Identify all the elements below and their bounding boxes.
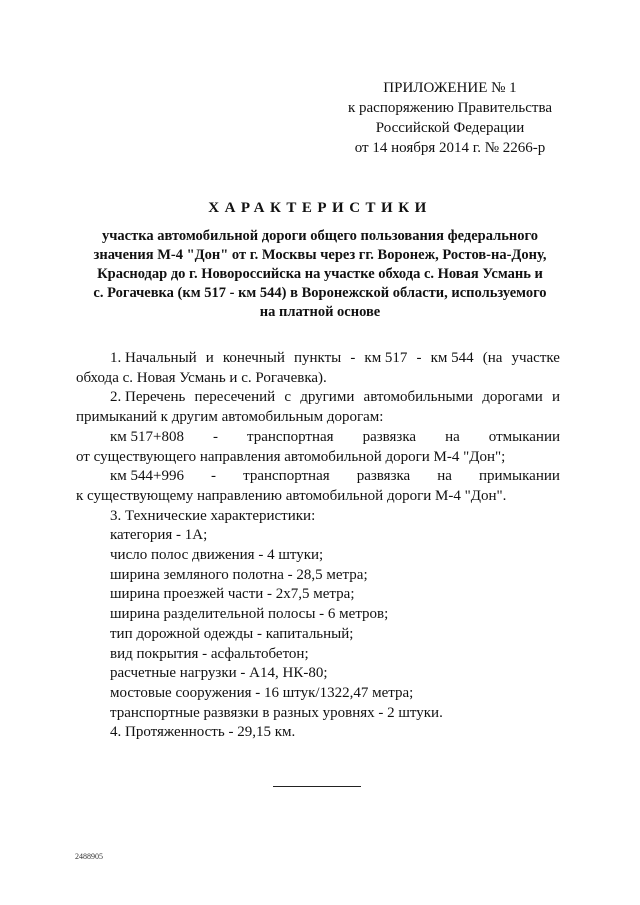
document-subtitle <box>60 227 580 322</box>
document-body <box>76 349 560 743</box>
spec-item: вид покрытия - асфальтобетон; <box>110 645 309 662</box>
word: и <box>205 350 214 366</box>
subtitle-line: с. Рогачевка (км 517 - км 544) в Воронежской области, используемого <box>93 285 547 301</box>
spec-item: ширина земляного полотна - 28,5 метра; <box>110 566 368 583</box>
spec-item: мостовые сооружения - 16 штук/1322,47 метра; <box>110 684 414 701</box>
spec-item: транспортные развязки в разных уровнях - 2 штуки. <box>110 704 443 721</box>
end-separator <box>273 786 361 787</box>
word: развязка <box>356 468 411 485</box>
word: автомобильными <box>363 389 474 406</box>
word: примыкании <box>479 468 560 485</box>
word: (на <box>482 350 503 366</box>
section2-continuation: примыканий к другим автомобильным дорогам: <box>76 409 384 426</box>
word: км 544+996 <box>110 468 184 485</box>
spec-item: расчетные нагрузки - А14, НК-80; <box>110 665 328 682</box>
word: на <box>437 468 452 485</box>
section2-first-line <box>76 388 560 408</box>
intersection-item-1 <box>76 428 560 448</box>
appendix-header <box>330 78 570 158</box>
document-number: 2488905 <box>75 852 103 861</box>
section4-length: 4. Протяженность - 29,15 км. <box>110 724 296 741</box>
word: и <box>551 389 560 406</box>
word: км 517+808 <box>110 428 184 445</box>
appendix-government-line: Российской Федерации <box>375 120 525 136</box>
word: на <box>445 428 460 445</box>
appendix-title: ПРИЛОЖЕНИЕ № 1 <box>383 80 517 96</box>
intersection-item-2-continuation: к существующему направлению автомобильной дороги М-4 "Дон". <box>76 487 507 504</box>
word: км 544 <box>430 350 474 366</box>
word: 1. Начальный <box>110 350 197 366</box>
word: транспортная <box>243 468 330 485</box>
appendix-date-line: от 14 ноября 2014 г. № 2266-р <box>354 140 546 156</box>
spec-item: ширина проезжей части - 2х7,5 метра; <box>110 586 355 603</box>
intersection-item-1-continuation: от существующего направления автомобильной дороги М-4 "Дон"; <box>76 448 506 465</box>
section1-first-line <box>76 349 560 369</box>
subtitle-line: участка автомобильной дороги общего пользования федерального <box>101 228 538 244</box>
subtitle-line: Краснодар до г. Новороссийска на участке обхода с. Новая Усмань и <box>97 266 543 282</box>
spec-item: тип дорожной одежды - капитальный; <box>110 625 354 642</box>
word: конечный <box>222 350 285 366</box>
word: пункты <box>293 350 342 366</box>
intersection-item-2 <box>76 467 560 487</box>
word: другими <box>300 389 355 406</box>
subtitle-line: на платной основе <box>259 304 381 320</box>
spec-item: число полос движения - 4 штуки; <box>110 547 324 564</box>
document-title: ХАРАКТЕРИСТИКИ <box>208 200 432 216</box>
word: - <box>350 350 356 366</box>
subtitle-line: значения М-4 "Дон" от г. Москвы через гг. Воронеж, Ростов-на-Дону, <box>93 247 547 263</box>
spec-item: категория - 1А; <box>110 527 208 544</box>
word: транспортная <box>247 428 334 445</box>
word: пересечений <box>194 389 276 406</box>
word: - <box>211 468 217 485</box>
word: - <box>213 428 218 445</box>
word: дорогами <box>482 389 543 406</box>
word: км 517 <box>364 350 408 366</box>
word: 2. Перечень <box>110 389 186 406</box>
section3-heading: 3. Технические характеристики: <box>110 507 316 524</box>
spec-item: ширина разделительной полосы - 6 метров; <box>110 606 389 623</box>
word: участке <box>511 350 560 366</box>
word: отмыкании <box>488 428 560 445</box>
section1-continuation: обхода с. Новая Усмань и с. Рогачевка). <box>76 369 327 386</box>
word: - <box>416 350 422 366</box>
word: с <box>284 389 292 406</box>
appendix-decree-line: к распоряжению Правительства <box>347 100 552 116</box>
word: развязка <box>362 428 417 445</box>
